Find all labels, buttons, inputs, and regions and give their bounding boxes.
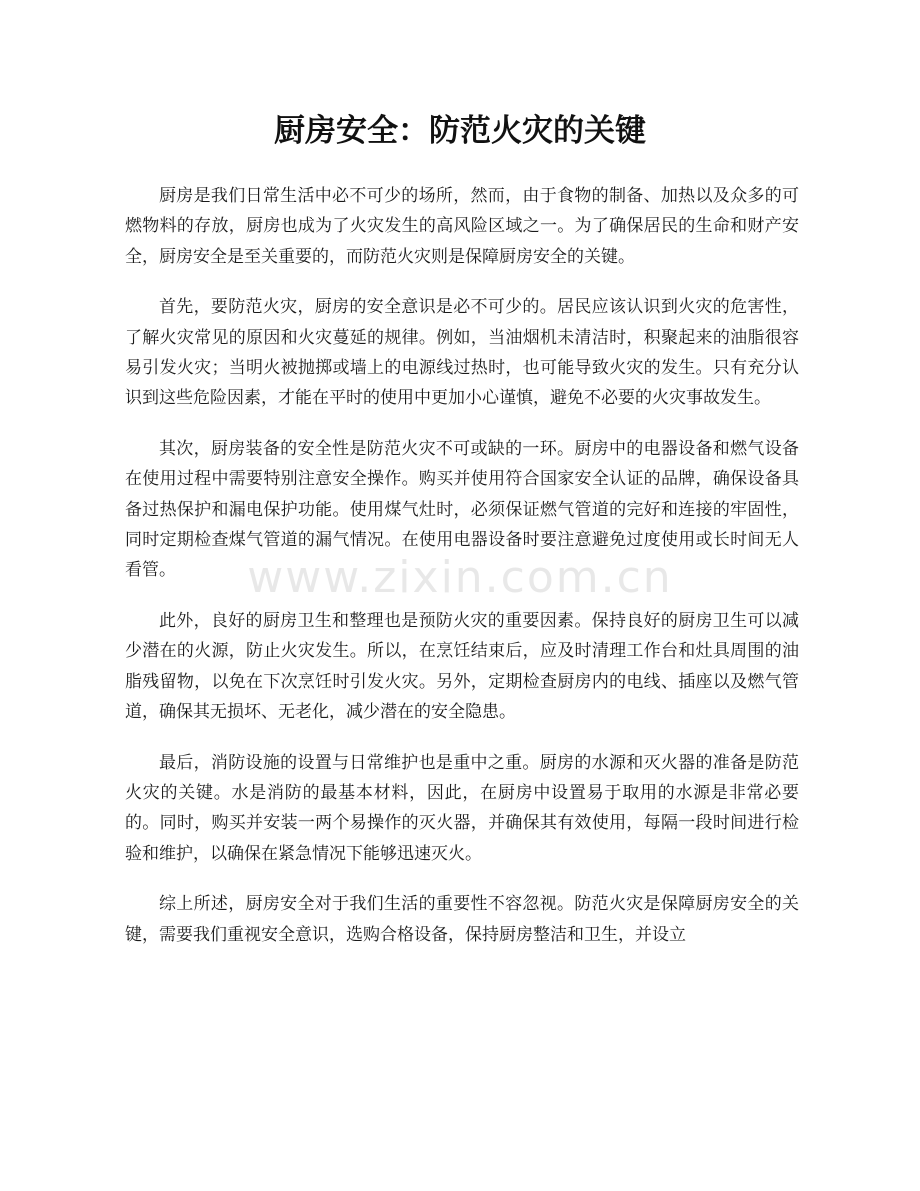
paragraph: 最后，消防设施的设置与日常维护也是重中之重。厨房的水源和灭火器的准备是防范火灾的关键。水是消防的最基本材料，因此，在厨房中设置易于取用的水源是非常必要的。同时，购买并安装一两个易操作的灭火器，并确保其有效使用，每隔一段时间进行检验和维护，以确保在紧急情况下能够迅速灭火。 xyxy=(125,752,799,864)
document-title: 厨房安全：防范火灾的关键 xyxy=(274,113,646,149)
paragraph: 首先，要防范火灾，厨房的安全意识是必不可少的。居民应该认识到火灾的危害性，了解火灾常见的原因和火灾蔓延的规律。例如，当油烟机未清洁时，积聚起来的油脂很容易引发火灾；当明火被抛掷或墙上的电源线过热时，也可能导致火灾的发生。只有充分认识到这些危险因素，才能在平时的使用中更加小心谨慎，避免不必要的火灾事故发生。 xyxy=(125,297,799,409)
paragraph: 综上所述，厨房安全对于我们生活的重要性不容忽视。防范火灾是保障厨房安全的关键，需要我们重视安全意识，选购合格设备，保持厨房整洁和卫生，并设立 xyxy=(125,894,799,945)
document-body xyxy=(125,181,799,970)
paragraph: 其次，厨房装备的安全性是防范火灾不可或缺的一环。厨房中的电器设备和燃气设备在使用过程中需要特别注意安全操作。购买并使用符合国家安全认证的品牌，确保设备具备过热保护和漏电保护功能。使用煤气灶时，必须保证燃气管道的完好和连接的牢固性，同时定期检查煤气管道的漏气情况。在使用电器设备时要注意避免过度使用或长时间无人看管。 xyxy=(125,438,799,581)
paragraph: 此外，良好的厨房卫生和整理也是预防火灾的重要因素。保持良好的厨房卫生可以减少潜在的火源，防止火灾发生。所以，在烹饪结束后，应及时清理工作台和灶具周围的油脂残留物，以免在下次烹饪时引发火灾。另外，定期检查厨房内的电线、插座以及燃气管道，确保其无损坏、无老化，减少潜在的安全隐患。 xyxy=(125,610,799,723)
paragraph: 厨房是我们日常生活中必不可少的场所，然而，由于食物的制备、加热以及众多的可燃物料的存放，厨房也成为了火灾发生的高风险区域之一。为了确保居民的生命和财产安全，厨房安全是至关重要的，而防范火灾则是保障厨房安全的关键。 xyxy=(125,186,799,267)
watermark: www.zixin.com.cn xyxy=(247,552,673,603)
